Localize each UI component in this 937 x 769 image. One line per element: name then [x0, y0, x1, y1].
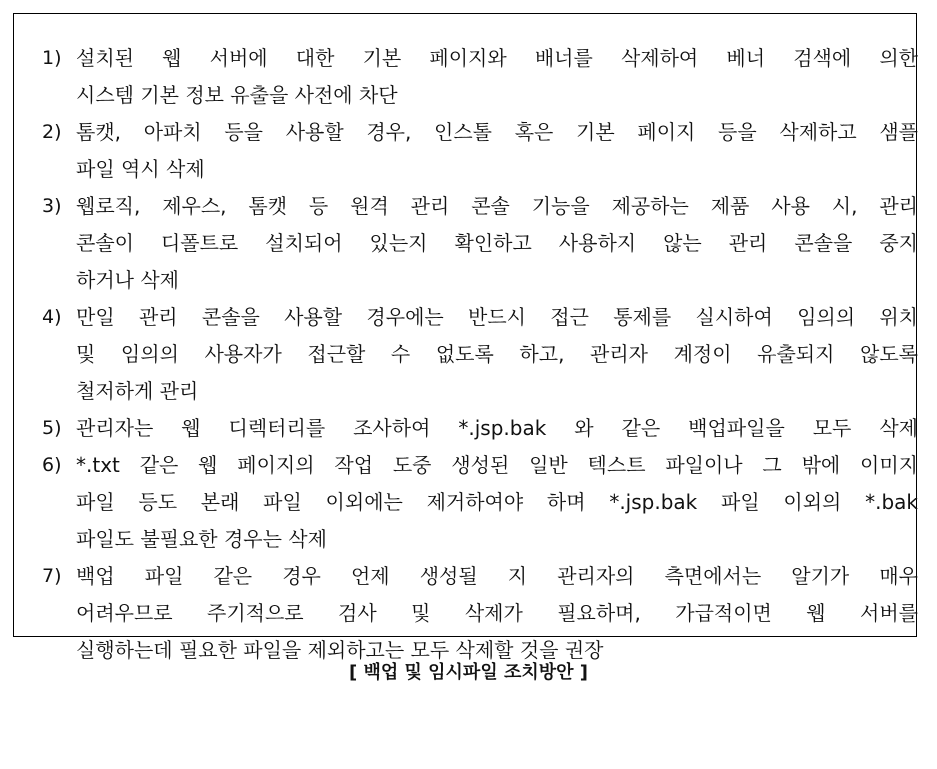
item-number: 3) [42, 195, 62, 217]
item-line: *.txt 같은 웹 페이지의 작업 도중 생성된 일반 텍스트 파일이나 그 밖에 이미지 [76, 453, 918, 477]
list-item-5 [42, 410, 918, 447]
list-item-1 [42, 40, 918, 114]
item-line: 웹로직, 제우스, 톰캣 등 원격 관리 콘솔 기능을 제공하는 제품 사용 시, 관리 [76, 194, 918, 218]
list-item-6 [42, 447, 918, 558]
list-item-7 [42, 558, 918, 669]
item-number: 2) [42, 121, 62, 143]
item-line: 실행하는데 필요한 파일을 제외하고는 모두 삭제할 것을 권장 [76, 638, 604, 662]
item-line: 관리자는 웹 디렉터리를 조사하여 *.jsp.bak 와 같은 백업파일을 모두 삭제 [76, 416, 918, 440]
item-line: 하거나 삭제 [76, 268, 179, 292]
item-text [76, 558, 918, 669]
list-item-2 [42, 114, 918, 188]
item-line: 철저하게 관리 [76, 379, 199, 403]
item-line: 톰캣, 아파치 등을 사용할 경우, 인스톨 혹은 기본 페이지 등을 삭제하고 샘플 [76, 120, 918, 144]
item-number: 5) [42, 417, 62, 439]
item-line: 백업 파일 같은 경우 언제 생성될 지 관리자의 측면에서는 알기가 매우 [76, 564, 918, 588]
item-line: 파일 역시 삭제 [76, 157, 205, 181]
item-text [76, 188, 918, 299]
guideline-list [42, 40, 918, 669]
item-line: 어려우므로 주기적으로 검사 및 삭제가 필요하며, 가급적이면 웹 서버를 [76, 601, 918, 625]
item-text [76, 40, 918, 114]
item-text [76, 299, 918, 410]
item-line: 및 임의의 사용자가 접근할 수 없도록 하고, 관리자 계정이 유출되지 않도록 [76, 342, 918, 366]
item-line: 설치된 웹 서버에 대한 기본 페이지와 배너를 삭제하여 베너 검색에 의한 [76, 46, 918, 70]
item-line: 파일 등도 본래 파일 이외에는 제거하여야 하며 *.jsp.bak 파일 이외의 *.bak [76, 490, 918, 514]
item-text [76, 447, 918, 558]
guideline-box [13, 13, 918, 662]
item-line: 파일도 불필요한 경우는 삭제 [76, 527, 327, 551]
item-line: 콘솔이 디폴트로 설치되어 있는지 확인하고 사용하지 않는 관리 콘솔을 중지 [76, 231, 918, 255]
item-line: 시스템 기본 정보 유출을 사전에 차단 [76, 83, 398, 107]
item-number: 7) [42, 565, 62, 587]
item-text [76, 410, 918, 447]
list-item-3 [42, 188, 918, 299]
item-line: 만일 관리 콘솔을 사용할 경우에는 반드시 접근 통제를 실시하여 임의의 위치 [76, 305, 918, 329]
item-text [76, 114, 918, 188]
item-number: 1) [42, 47, 62, 69]
list-item-4 [42, 299, 918, 410]
figure-caption: [ 백업 및 임시파일 조치방안 ] [348, 662, 589, 683]
item-number: 6) [42, 454, 62, 476]
item-number: 4) [42, 306, 62, 328]
